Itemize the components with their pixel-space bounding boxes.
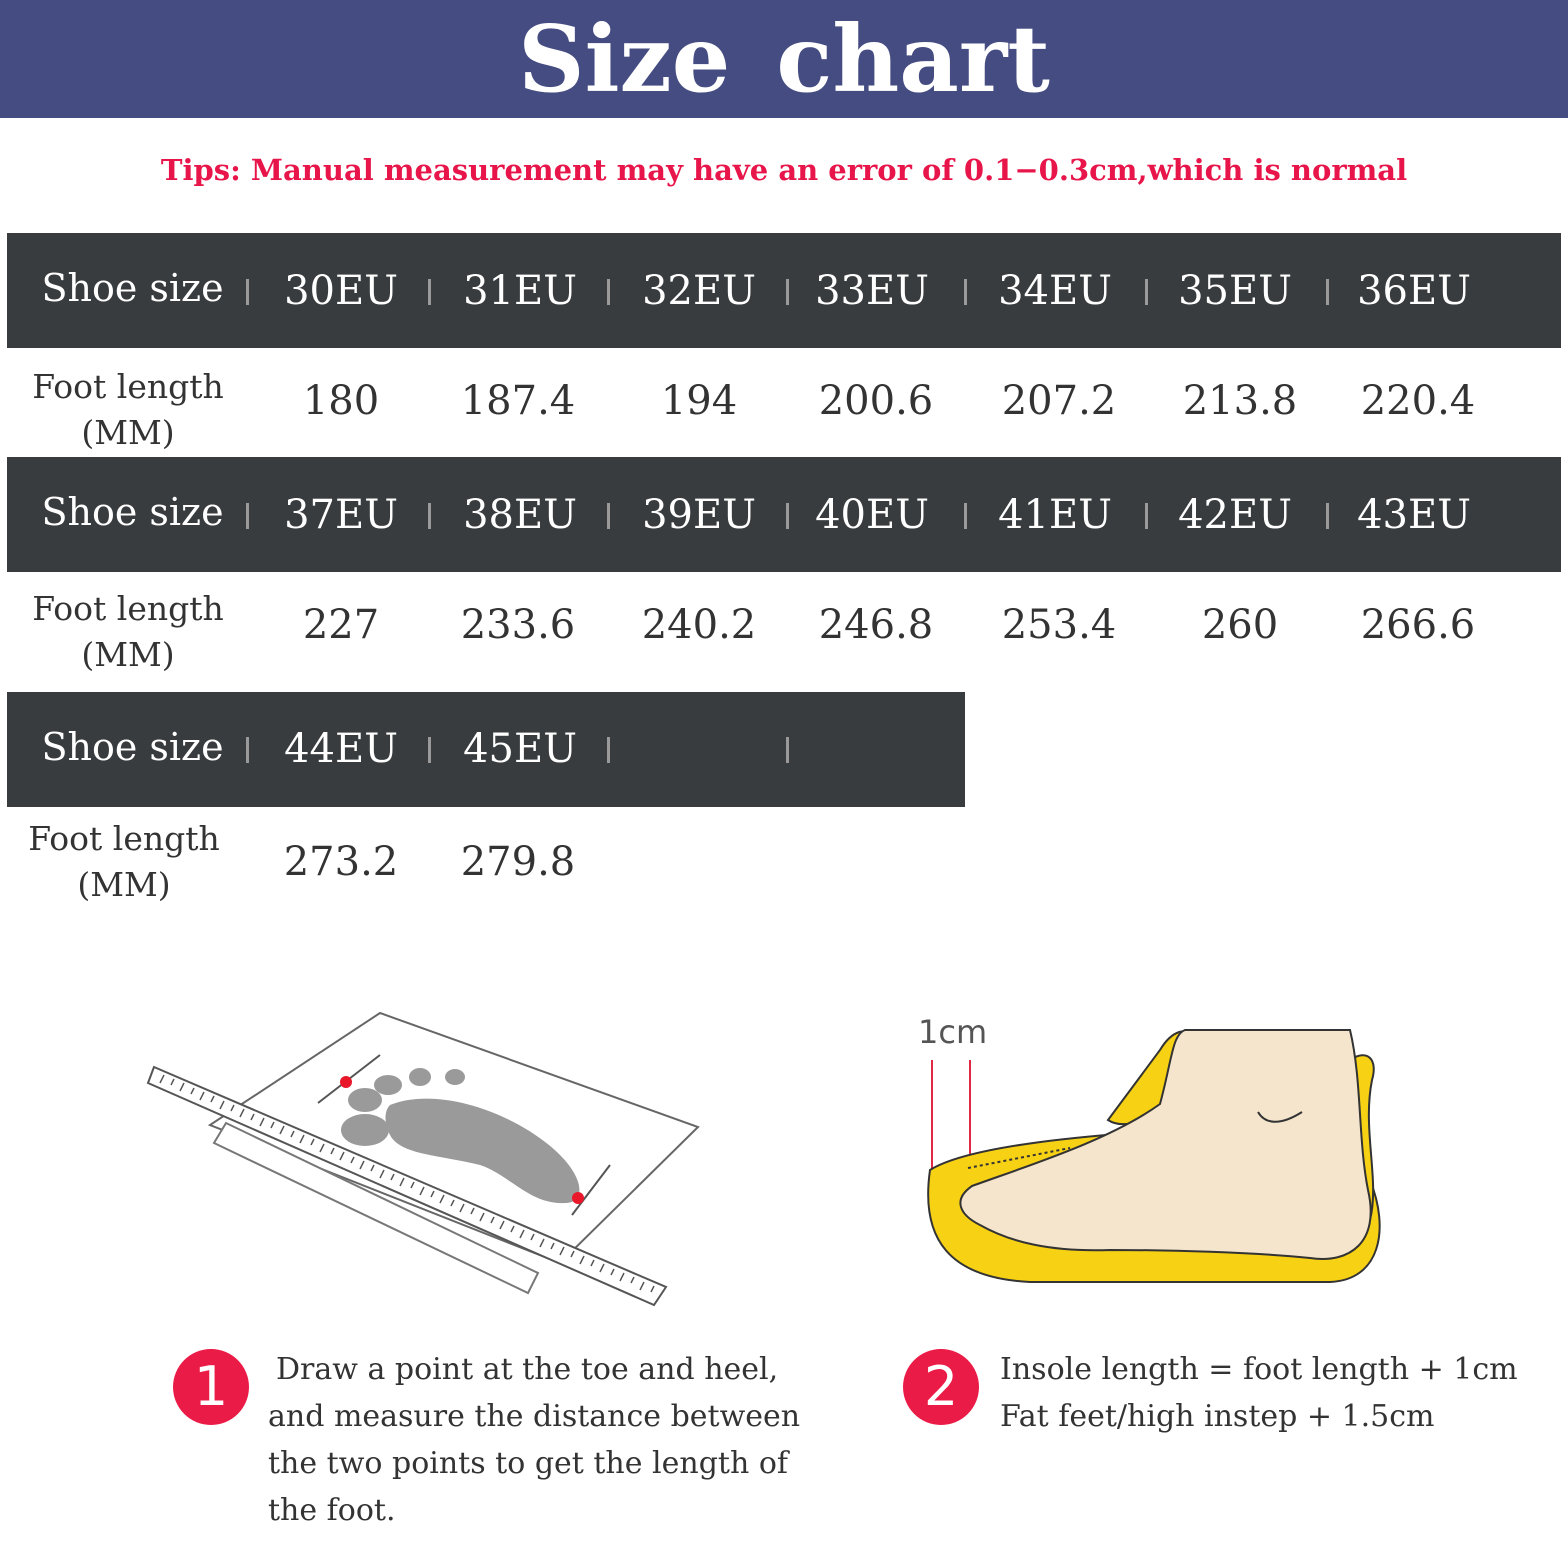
column-divider [428, 503, 431, 529]
column-divider [1145, 503, 1148, 529]
instruction-line: the foot. [268, 1493, 396, 1528]
size-cell: 34EU [998, 268, 1112, 314]
column-divider [964, 279, 967, 305]
size-cell: 42EU [1178, 492, 1292, 538]
insole-illustration [910, 1020, 1400, 1290]
length-cell: 227 [302, 602, 380, 648]
instruction-line: Draw a point at the toe and heel, [276, 1352, 779, 1387]
size-cell: 35EU [1178, 268, 1292, 314]
size-cell: 33EU [815, 268, 929, 314]
column-divider [428, 737, 431, 763]
length-cell: 220.4 [1360, 378, 1476, 424]
size-cell: 43EU [1357, 492, 1471, 538]
column-divider [246, 737, 249, 763]
length-cell: 233.6 [460, 602, 576, 648]
column-divider [246, 503, 249, 529]
length-cell: 253.4 [1001, 602, 1117, 648]
shoe-size-label: Shoe size [41, 266, 224, 310]
size-cell: 36EU [1357, 268, 1471, 314]
foot-length-label-text: Foot length [28, 819, 220, 858]
step-1-badge: 1 [173, 1349, 249, 1425]
foot-length-unit: (MM) [81, 413, 175, 452]
measurement-tip: Tips: Manual measurement may have an error of 0.1−0.3cm,which is normal [160, 153, 1408, 187]
foot-ruler-illustration [140, 1005, 720, 1315]
size-cell: 45EU [463, 726, 577, 772]
shoe-size-label: Shoe size [41, 490, 224, 534]
column-divider [607, 503, 610, 529]
length-cell: 213.8 [1182, 378, 1298, 424]
instruction-line: Fat feet/high instep + 1.5cm [1000, 1399, 1435, 1434]
length-cell: 187.4 [460, 378, 576, 424]
step-2-badge: 2 [903, 1349, 979, 1425]
instruction-line: Insole length = foot length + 1cm [1000, 1352, 1518, 1387]
title-banner [0, 0, 1568, 118]
size-cell: 44EU [284, 726, 398, 772]
length-cell: 246.8 [818, 602, 934, 648]
size-cell: 37EU [284, 492, 398, 538]
length-cell: 180 [302, 378, 380, 424]
foot-length-label [10, 364, 246, 456]
foot-length-label-text: Foot length [32, 367, 224, 406]
page-title: Size chart [518, 5, 1050, 113]
size-cell: 39EU [642, 492, 756, 538]
length-cell: 207.2 [1001, 378, 1117, 424]
length-cell: 240.2 [641, 602, 757, 648]
column-divider [1145, 279, 1148, 305]
column-divider [246, 279, 249, 305]
step-1-instructions [268, 1346, 800, 1534]
foot-length-label-text: Foot length [32, 589, 224, 628]
foot-length-label [10, 586, 246, 678]
length-cell: 266.6 [1360, 602, 1476, 648]
length-cell: 279.8 [460, 839, 576, 885]
column-divider [607, 279, 610, 305]
size-cell: 30EU [284, 268, 398, 314]
column-divider [607, 737, 610, 763]
column-divider [428, 279, 431, 305]
size-cell: 40EU [815, 492, 929, 538]
size-cell: 31EU [463, 268, 577, 314]
instruction-line: and measure the distance between [268, 1399, 801, 1434]
instruction-line: the two points to get the length of [268, 1446, 788, 1481]
length-cell: 260 [1201, 602, 1279, 648]
column-divider [786, 737, 789, 763]
foot-length-unit: (MM) [77, 865, 171, 904]
foot-length-unit: (MM) [81, 635, 175, 674]
size-cell: 32EU [642, 268, 756, 314]
column-divider [964, 503, 967, 529]
size-cell: 41EU [998, 492, 1112, 538]
size-cell: 38EU [463, 492, 577, 538]
foot-length-label [6, 816, 242, 908]
length-cell: 194 [660, 378, 738, 424]
length-cell: 200.6 [818, 378, 934, 424]
shoe-size-label: Shoe size [41, 725, 224, 769]
step-2-instructions [1000, 1346, 1518, 1440]
one-cm-label: 1cm [918, 1013, 988, 1051]
length-cell: 273.2 [283, 839, 399, 885]
